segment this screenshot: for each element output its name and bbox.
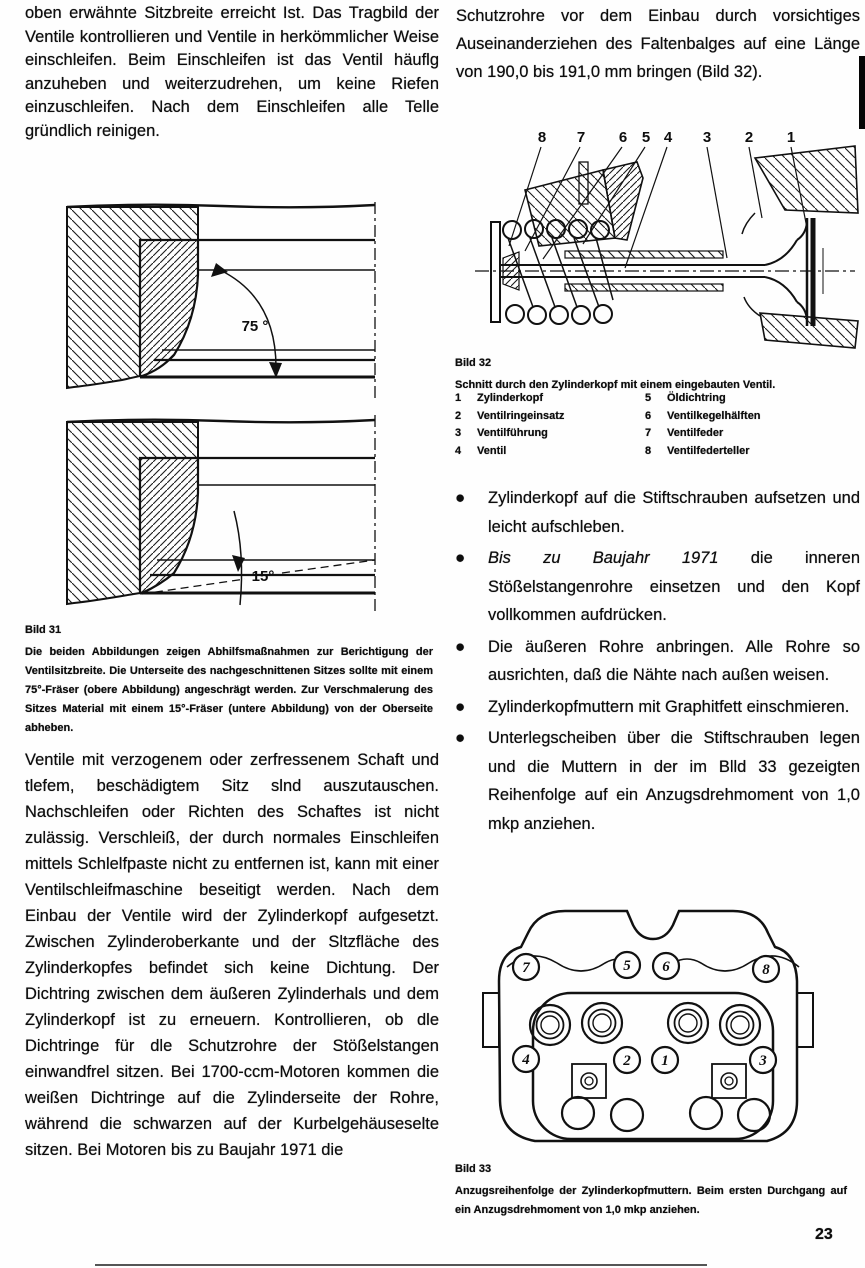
legend-label: Ventilkegelhälften — [667, 409, 761, 422]
callout-6: 6 — [618, 129, 628, 146]
valve-guide-section — [565, 284, 723, 291]
bullet-body: Die äußeren Rohre anbringen. Alle Rohre so ausrichten, daß die Nähte nach außen weisen. — [488, 637, 860, 684]
spring-retainer — [491, 222, 500, 322]
caption-bild33 — [455, 1160, 847, 1220]
callout-1: 1 — [786, 129, 796, 146]
legend-number: 8 — [645, 444, 652, 457]
deck-contour-line — [673, 956, 799, 971]
legend-label: Ventilringeinsatz — [477, 409, 565, 422]
bullet-icon: ● — [455, 636, 466, 656]
caption-bild31-text: Die beiden Abbildungen zeigen Abhilfsmaßnahmen zur Berichtigung der Ventilsitzbreite. Die Unterseite des nachgeschnittenen Sitzes sollte mit einem 75°-Fräser (obere Abbildung) angeschrägt werden. Zur Verschmalerung des Sitzes Material mit einem 15°-Fräser (untere Abbildung) von der Oberseite abheben. — [25, 646, 433, 734]
bullet-lead: Bis zu Baujahr 1971 — [488, 549, 719, 567]
legend-number: 4 — [455, 444, 462, 457]
sequence-number-5: 5 — [623, 958, 631, 974]
legend-label: Zylinderkopf — [477, 392, 544, 404]
stud-boss-bore — [721, 1073, 737, 1089]
seat-insert-line — [744, 297, 760, 316]
sequence-number-2: 2 — [623, 1053, 631, 1069]
scan-artifact-edge-bar — [859, 56, 865, 129]
legend-label: Ventilfeder — [667, 427, 724, 439]
legend-item — [645, 443, 835, 461]
angle-label-15: 15° — [251, 568, 275, 585]
list-item — [455, 693, 860, 722]
callout-5: 5 — [641, 129, 651, 146]
legend-item — [455, 425, 645, 443]
stud-boss-bore — [581, 1073, 597, 1089]
legend-label: Ventil — [477, 444, 507, 457]
sequence-number-1: 1 — [661, 1053, 669, 1069]
stud-boss — [572, 1064, 606, 1098]
pushrod-tube-holes — [562, 1097, 770, 1131]
bullet-text — [488, 544, 860, 630]
figure-bild31-lower-drawing — [62, 413, 392, 613]
legend-number: 7 — [645, 427, 652, 439]
sequence-number-8: 8 — [762, 962, 770, 978]
arrowhead — [232, 555, 245, 572]
list-item — [455, 633, 860, 690]
cooling-fin-section — [579, 162, 588, 204]
bullet-text — [488, 484, 860, 541]
sequence-number-6: 6 — [662, 959, 670, 975]
valve-head-line — [797, 222, 807, 240]
sequence-number-4: 4 — [522, 1052, 530, 1068]
legend-number: 1 — [455, 392, 462, 404]
caption-bild31-title: Bild 31 — [25, 624, 62, 636]
left-paragraph-bottom: Ventile mit verzogenem oder zerfressenem Schaft und tlefem, beschädigtem Sitz slnd auszutauschen. Nachschleifen oder Richten des Schaftes ist nicht zulässig. Verschleiß, der durch normales Einschleifen mittels Schlelfpaste nicht zu entfernen ist, kann mit einer Ventilschleifmaschine beseitigt werden. Nach dem Einbau der Ventile wird der Zylinderkopf aufgesetzt. Zwischen Zylinderoberkante und der Sltzfläche des Zylinderkopfes befindet sich keine Dichtung. Der Dichtring zwischen dem äußeren Zylinderhals und dem Zylinderkopf ist zu erneuern. Kontrollieren, ob dle Dichtringe für dle Schutzrohre der Stößelstangen einwandfrel sitzen. Bei 1700-ccm-Motoren kommen die weißen Dichtringe auf die Zylinderseite der Rohre, während die schwarzen auf der Kurbelgehäuseselte sitzen. Bei Motoren bis zu Baujahr 1971 die — [25, 751, 439, 1159]
legend-label: Ventilführung — [477, 427, 548, 439]
caption-bild32-title: Bild 32 — [455, 357, 492, 369]
valve-neck-line — [765, 240, 797, 265]
callout-2: 2 — [744, 129, 754, 146]
right-paragraph-top: Schutzrohre vor dem Einbau durch vorsichtiges Auseinanderziehen des Faltenbalges auf eine Länge von 190,0 bis 191,0 mm bringen (Bild 32). — [456, 7, 860, 81]
legend-number: 5 — [645, 392, 652, 404]
instruction-bullet-list — [455, 484, 860, 841]
callout-8: 8 — [537, 129, 547, 146]
seat-insert-line — [742, 213, 755, 234]
figure-bild32-drawing — [455, 118, 860, 353]
legend-number: 2 — [455, 409, 462, 422]
bullet-text — [488, 633, 860, 690]
bullet-icon: ● — [455, 696, 466, 716]
stud-boss-bore — [725, 1077, 733, 1085]
list-item — [455, 724, 860, 838]
bullet-body: Zylinderkopf auf die Stiftschrauben aufsetzen und leicht aufschleben. — [488, 489, 860, 536]
left-paragraph-top: oben erwähnte Sitzbreite erreicht Ist. Das Tragbild der Ventile kontrollieren und Ventile in herkömmlicher Weise einschleifen. Beim Einschleifen ist das Ventil häuflg anzuheben und weiterzudrehen, um keine Riefen einzuschleifen. Nach dem Einschleifen alle Telle gründlich reinigen. — [25, 4, 439, 140]
list-item — [455, 544, 860, 630]
caption-bild32 — [455, 354, 853, 395]
caption-bild33-title: Bild 33 — [455, 1163, 492, 1175]
legend-number: 3 — [455, 427, 462, 439]
legend-item — [645, 390, 835, 408]
side-tab — [483, 993, 499, 1047]
sequence-number-7: 7 — [522, 960, 530, 976]
valve-seat-insert-section — [140, 458, 198, 593]
bullet-icon: ● — [455, 728, 466, 747]
legend-item — [455, 408, 645, 426]
bullet-body: Unterlegscheiben über die Stiftschrauben legen und die Muttern in der im Blld 33 gezeigten Reihenfolge auf ein Anzugsdrehmoment von 1,0 mkp anziehen. — [488, 729, 860, 833]
valve-seat-insert-section — [140, 240, 198, 376]
callout-4: 4 — [663, 129, 673, 146]
stud-boss — [712, 1064, 746, 1098]
figure-bild31-upper-drawing — [62, 200, 392, 400]
scan-artifact-bottom-line — [95, 1264, 707, 1266]
callout-7: 7 — [576, 129, 586, 146]
legend-item — [455, 443, 645, 461]
figure-bild33-drawing — [481, 903, 829, 1155]
page-number: 23 — [815, 1226, 833, 1243]
legend-column-left — [455, 390, 645, 460]
bullet-icon: ● — [455, 488, 466, 507]
bullet-body: Zylinderkopfmuttern mit Graphitfett einschmieren. — [488, 697, 850, 716]
bullet-text — [488, 693, 860, 722]
bullet-icon: ● — [455, 548, 466, 567]
cylinder-head-outline — [499, 911, 797, 1141]
legend-bild32 — [455, 390, 855, 460]
caption-bild32-text: Schnitt durch den Zylinderkopf mit einem eingebauten Ventil. — [455, 379, 776, 391]
legend-item — [455, 390, 645, 408]
side-tab — [797, 993, 813, 1047]
valve-guide-section — [565, 251, 723, 258]
bullet-body: die inneren Stößelstangenrohre einsetzen und den Kopf vollkommen aufdrücken. — [488, 549, 860, 624]
legend-item — [645, 425, 835, 443]
stud-boss-bore — [585, 1077, 593, 1085]
head-lower-section — [760, 313, 858, 348]
cutter-angle-line — [282, 560, 375, 573]
callout-3: 3 — [702, 129, 712, 146]
legend-column-right — [645, 390, 835, 460]
sequence-number-3: 3 — [759, 1053, 767, 1069]
legend-number: 6 — [645, 409, 652, 422]
bullet-text — [488, 724, 860, 838]
angle-label-75: 75 ° — [241, 318, 269, 335]
legend-item — [645, 408, 835, 426]
rocker-stud-bores — [530, 1003, 760, 1045]
head-upper-section — [755, 146, 858, 213]
legend-label: Öldichtring — [667, 392, 726, 404]
valve-neck-line — [765, 277, 797, 302]
caption-bild33-text: Anzugsreihenfolge der Zylinderkopfmuttern. Beim ersten Durchgang auf ein Anzugsdrehmoment von 1,0 mkp anziehen. — [455, 1185, 847, 1216]
legend-label: Ventilfederteller — [667, 444, 750, 457]
list-item — [455, 484, 860, 541]
caption-bild31 — [25, 621, 433, 738]
